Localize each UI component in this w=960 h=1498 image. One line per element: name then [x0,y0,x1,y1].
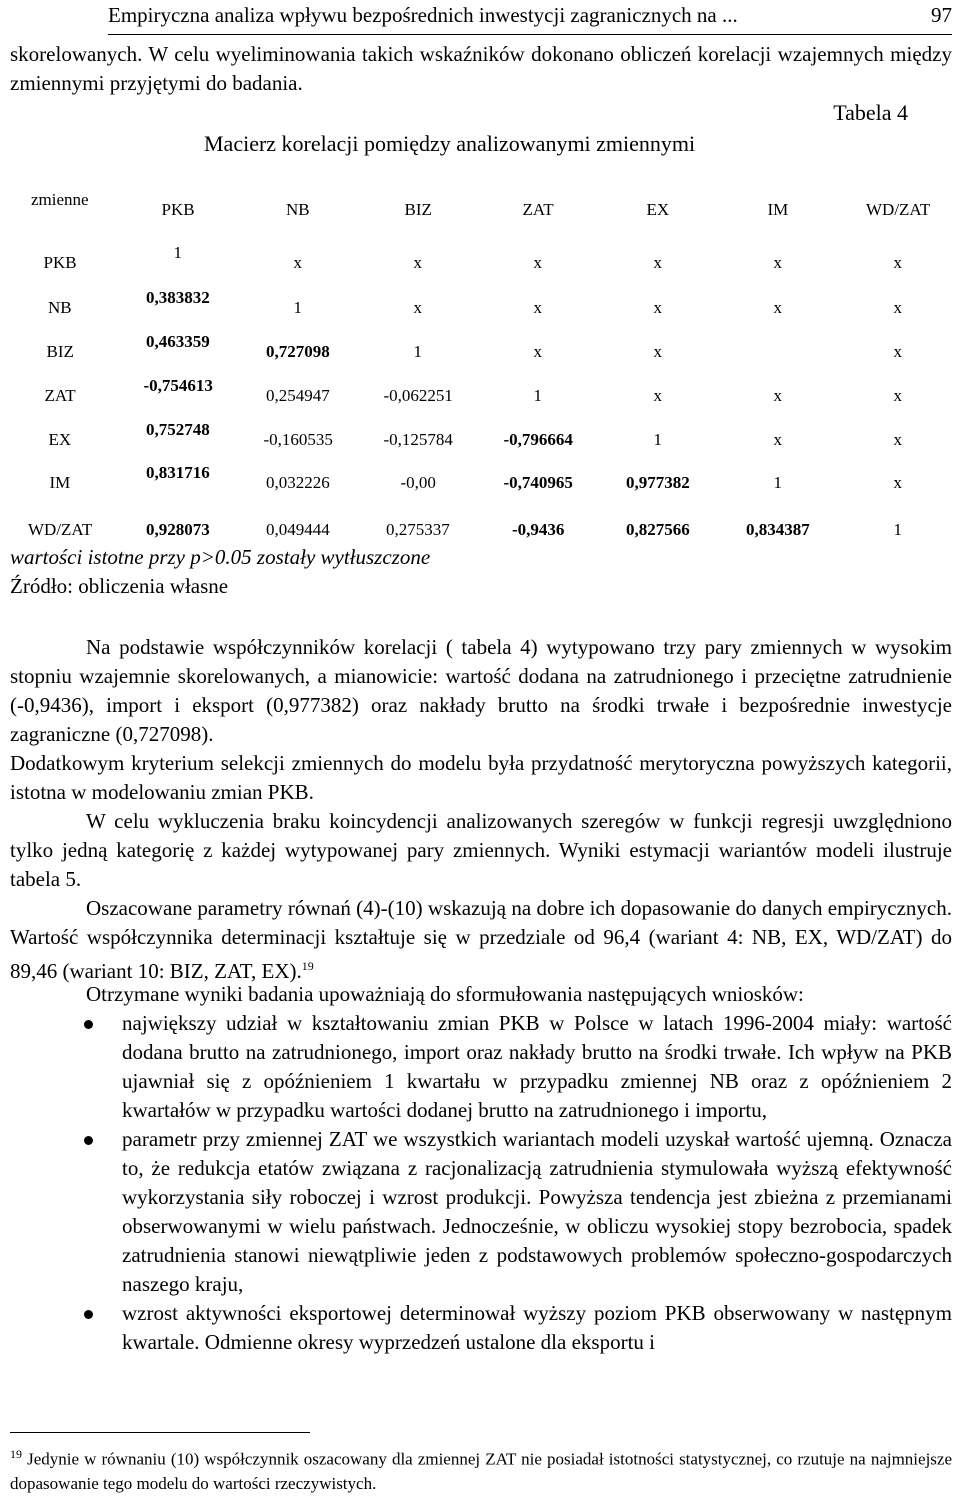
table-cell: 0,254947 [266,386,330,405]
table-cell: x [533,342,542,361]
list-item-text: największy udział w kształtowaniu zmian PKB w Polsce w latach 1996-2004 miały: wartość dodana brutto na zatrudnionego, import oraz nakłady brutto na środki trwałe. Ich wpływ na PKB ujawniał się z opóźnieniem 1 kwartału w przypadku zmiennej NB oraz z opóźnieniem 2 kwartałów w przypadku wartości dodanej brutto na zatrudnionego i importu, [122,1011,952,1122]
table-cell: 1 [773,473,782,492]
table-cell: x [653,342,662,361]
table-cell: x [653,386,662,405]
table-cell: 0,752748 [146,420,210,439]
table-cell: x [893,342,902,361]
table-cell: 0,727098 [266,342,330,361]
table-cell: x [773,430,782,449]
table-corner-label: zmienne [31,190,89,209]
column-header: IM [767,200,789,219]
list-item [0,1125,960,1299]
table-cell: x [533,253,542,272]
row-label: PKB [43,253,77,272]
column-header: ZAT [522,200,554,219]
table-source: Źródło: obliczenia własne [10,574,229,598]
paragraph-2: Dodatkowym kryterium selekcji zmiennych do modelu była przydatność merytoryczna powyższych kategorii, istotna w modelowaniu zmian PKB. [10,751,952,804]
running-title: Empiryczna analiza wpływu bezpośrednich inwestycji zagranicznych na ... [108,3,738,27]
running-header [108,0,952,35]
bullet-icon [84,1020,93,1029]
bullet-icon [84,1310,93,1319]
table-cell: x [413,298,422,317]
table-cell: 0,827566 [626,520,690,539]
table-cell: 0,831716 [146,463,210,482]
list-item [0,1009,960,1125]
table-cell: x [533,298,542,317]
table-cell: x [653,253,662,272]
table-cell: 1 [293,298,302,317]
footnote-reference: 19 [301,959,314,973]
conclusions-list [0,1009,960,1357]
table-cell: 0,275337 [386,520,450,539]
table-note: wartości istotne przy p>0.05 zostały wytłuszczone [10,545,431,569]
table-cell: -0,754613 [143,376,213,395]
paragraph-4-text: Oszacowane parametry równań (4)-(10) wskazują na dobre ich dopasowanie do danych empirycznych. Wartość współczynnika determinacji kształtuje się w przedziale od 96,4 (wariant 4: NB, EX, WD/ZAT) do 89,46 (wariant 10: BIZ, ZAT, EX). [10,896,952,983]
column-header: NB [286,200,310,219]
paragraph-1: Na podstawie współczynników korelacji ( tabela 4) wytypowano trzy pary zmiennych w wysokim stopniu wzajemnie skorelowanych, a mianowicie: wartość dodana na zatrudnionego i przeciętne zatrudnienie (-0,9436), import i eksport (0,977382) oraz nakłady brutto na środki trwałe i bezpośrednie inwestycje zagraniczne (0,727098). [10,635,952,746]
row-label: NB [48,298,72,317]
list-item-text: wzrost aktywności eksportowej determinował wyższy poziom PKB obserwowany w następnym kwartale. Odmienne okresy wyprzedzeń ustalone dla eksportu i [122,1301,952,1354]
paragraph-5: Otrzymane wyniki badania upoważniają do sformułowania następujących wniosków: [86,982,804,1006]
row-label: EX [48,430,72,449]
list-item [0,1299,960,1357]
table-cell: 0,834387 [746,520,810,539]
table-cell: 0,032226 [266,473,330,492]
column-header: PKB [161,200,195,219]
row-label: ZAT [44,386,76,405]
table-cell: x [893,386,902,405]
table-number: Tabela 4 [833,100,908,125]
column-header: WD/ZAT [866,200,931,219]
footnote-number: 19 [10,1447,22,1461]
table-cell: x [773,298,782,317]
footnote [10,1442,952,1496]
table-cell: 0,383832 [146,288,210,307]
footnote-text: Jedynie w równaniu (10) współczynnik oszacowany dla zmiennej ZAT nie posiadał istotności statystycznej, co rzutuje na najmniejsze dopasowanie tego modelu do wartości rzeczywistych. [10,1449,953,1493]
table-title: Macierz korelacji pomiędzy analizowanymi zmiennymi [204,131,696,156]
table-cell: x [413,253,422,272]
column-header: BIZ [404,200,432,219]
row-label: IM [49,473,71,492]
table-cell: x [773,386,782,405]
bullet-icon [84,1136,93,1145]
table-cell: 0,977382 [626,473,690,492]
footnote-divider [10,1432,310,1433]
table-cell: 0,928073 [146,520,210,539]
table-cell: x [893,473,902,492]
paragraph-4 [10,894,952,986]
table-cell: 1 [653,430,662,449]
table-cell: -0,740965 [503,473,573,492]
intro-paragraph: skorelowanych. W celu wyeliminowania takich wskaźników dokonano obliczeń korelacji wzajemnych między zmiennymi przyjętymi do badania. [10,42,952,95]
table-cell: -0,00 [400,473,436,492]
table-cell: -0,125784 [383,430,453,449]
table-cell: 1 [413,342,422,361]
table-cell: -0,062251 [383,386,453,405]
table-cell: 1 [173,243,182,262]
table-cell: x [893,253,902,272]
paragraph-3: W celu wykluczenia braku koincydencji analizowanych szeregów w funkcji regresji uwzględniono tylko jedną kategorię z każdej wytypowanej pary zmiennych. Wyniki estymacji wariantów modeli ilustruje tabela 5. [10,809,952,891]
table-cell: x [773,253,782,272]
table-cell: 1 [893,520,902,539]
table-cell: x [893,430,902,449]
table-cell: x [653,298,662,317]
table-cell: x [293,253,302,272]
correlation-table [0,180,960,550]
table-cell: -0,796664 [503,430,573,449]
table-cell: 0,049444 [266,520,330,539]
table-cell: 0,463359 [146,332,210,351]
row-label: BIZ [46,342,74,361]
table-cell: -0,9436 [512,520,565,539]
page-number: 97 [931,3,952,27]
row-label: WD/ZAT [28,520,93,539]
table-cell: -0,160535 [263,430,333,449]
list-item-text: parametr przy zmiennej ZAT we wszystkich wariantach modeli uzyskał wartość ujemną. Oznacza to, że redukcja etatów związana z racjonalizacją zatrudnienia stymulowała wyższą efektywność wykorzystania siły roboczej i wzrost produkcji. Powyższa tendencja jest zbieżna z przemianami obserwowanymi w wielu państwach. Jednocześnie, w obliczu wysokiej stopy bezrobocia, spadek zatrudnienia stanowi niewątpliwie jeden z podstawowych problemów społeczno-gospodarczych naszego kraju, [122,1127,952,1296]
column-header: EX [646,200,670,219]
table-cell: x [893,298,902,317]
table-cell: 1 [533,386,542,405]
